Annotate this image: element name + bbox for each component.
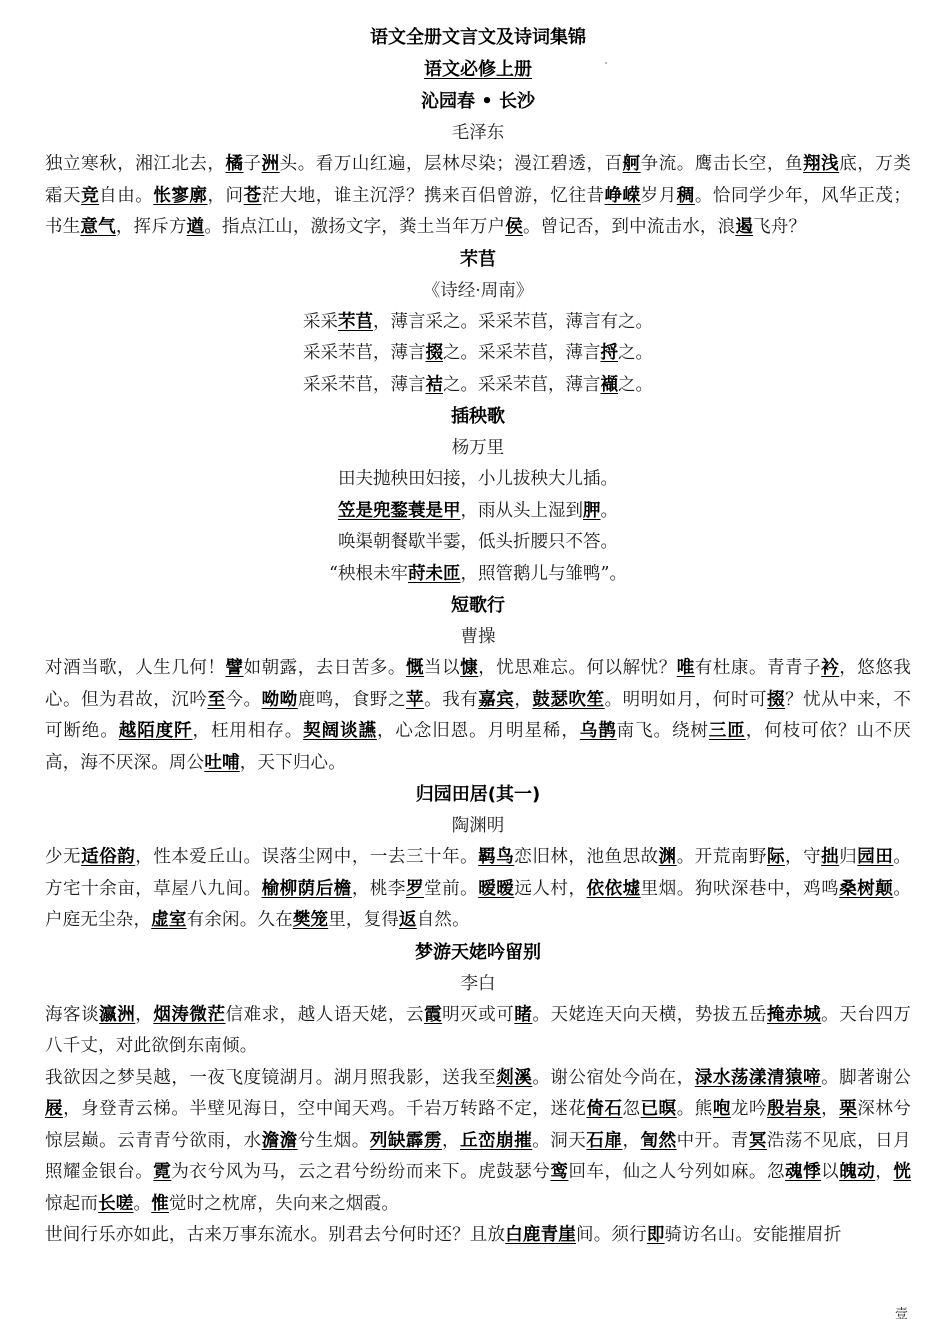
key-term: 笠是兜鍪蓑是甲: [338, 500, 461, 521]
key-term: 剡溪: [496, 1067, 533, 1088]
key-term: 吐哺: [204, 752, 240, 773]
key-term: 霓: [153, 1162, 172, 1182]
key-term: 越陌度阡: [118, 721, 193, 741]
key-term: 至: [207, 689, 226, 710]
key-term: 掩赤城: [767, 1004, 822, 1025]
key-term: 魄动: [839, 1162, 876, 1182]
key-term: 恍: [893, 1162, 912, 1182]
poem-line: 采采芣苢，薄言袺之。采采芣苢，薄言襭之。: [303, 374, 653, 395]
key-term: 渌水荡漾清猿啼: [694, 1067, 822, 1088]
key-term: 桑树颠: [839, 878, 894, 899]
poem-section: [45, 590, 911, 779]
key-term: 慷: [460, 658, 479, 678]
poem-title: 芣苢: [460, 248, 496, 270]
poem-paragraph: 对酒当歌，人生几何！譬如朝露，去日苦多。慨当以慷，忧思难忘。何以解忧？唯有杜康。青青子衿，悠悠我心。但为君故，沉吟至今。呦呦鹿鸣，食野之苹。我有嘉宾，鼓瑟吹笙。明明如月，何时可掇？忧从中来，不可断绝。越陌度阡，枉用相存。契阔谈讌，心念旧恩。月明星稀，乌鹊南飞。绕树三匝，何枝可依？山不厌高，海不厌深。周公吐哺，天下归心。: [45, 658, 912, 773]
poem-list: [45, 86, 911, 1252]
key-term: 峥嵘: [604, 185, 641, 206]
key-term: 嘉宾: [478, 689, 515, 710]
poem-title: 插秧歌: [451, 406, 505, 427]
key-term: 呦呦: [261, 689, 298, 710]
poem-section: [45, 937, 911, 1252]
key-term: 虚室: [151, 910, 187, 930]
key-term: 惟: [151, 1193, 169, 1214]
section-title: 语文必修上册: [424, 59, 532, 80]
poem-author: 《诗经·周南》: [422, 280, 534, 301]
key-term: 拙: [821, 847, 840, 867]
key-term: 烟涛微茫: [153, 1004, 226, 1025]
key-term: 殷岩泉: [767, 1099, 822, 1119]
key-term: 稠: [676, 185, 695, 206]
key-term: 掇: [425, 343, 443, 363]
key-term: 慨: [405, 658, 425, 678]
key-term: 罗: [405, 878, 425, 899]
key-term: 魂悸: [785, 1162, 822, 1182]
key-term: 屐: [45, 1099, 64, 1119]
key-term: 鸾: [550, 1162, 569, 1182]
key-term: 园田: [857, 847, 894, 867]
key-term: 竞: [81, 185, 100, 206]
key-term: 契阔谈讌: [303, 721, 377, 741]
key-term: 即: [646, 1225, 665, 1245]
key-term: 依依墟: [586, 878, 641, 899]
key-term: 咆: [712, 1099, 731, 1119]
key-term: 怅寥廓: [153, 185, 208, 206]
key-term: 唯: [676, 658, 695, 678]
key-term: 暧暧: [478, 878, 515, 899]
poem-line: 田夫抛秧田妇接，小儿拔秧大儿插。: [338, 469, 618, 489]
poem-section: [45, 401, 911, 590]
key-term: 三匝: [708, 721, 746, 741]
poem-title: 梦游天姥吟留别: [415, 941, 541, 963]
poem-author: 毛泽东: [451, 123, 505, 143]
poem-title: 归园田居(其一): [415, 784, 541, 805]
key-term: 胛: [583, 500, 601, 521]
poem-author: 李白: [460, 973, 496, 994]
key-term: 栗: [839, 1099, 858, 1119]
poem-paragraph: 海客谈瀛洲，烟涛微茫信难求，越人语天姥，云霞明灭或可睹。天姥连天向天横，势拔五岳掩赤城。天台四万八千丈，对此欲倒东南倾。: [45, 1004, 912, 1056]
key-term: 白鹿青崖: [505, 1225, 577, 1245]
poem-line: 采采芣苢，薄言掇之。采采芣苢，薄言捋之。: [303, 343, 653, 363]
key-term: 苹: [406, 689, 425, 710]
key-term: 莳未匝: [408, 563, 461, 584]
key-term: 捋: [600, 343, 618, 363]
poem-line: 笠是兜鍪蓑是甲，雨从头上湿到胛。: [338, 500, 618, 521]
key-term: 意气: [80, 217, 116, 237]
poem-title: 沁园春 • 长沙: [420, 91, 536, 112]
key-term: 际: [766, 847, 786, 867]
key-term: 冥: [748, 1130, 767, 1151]
key-term: 睹: [514, 1004, 533, 1025]
poem-paragraph: 我欲因之梦吴越，一夜飞度镜湖月。湖月照我影，送我至剡溪。谢公宿处今尚在，渌水荡漾清猿啼。脚著谢公屐，身登青云梯。半壁见海日，空中闻天鸡。千岩万转路不定，迷花倚石忽已暝。熊咆龙吟殷岩泉，栗深林兮惊层巅。云青青兮欲雨，水澹澹兮生烟。列缺霹雳，丘峦崩摧。洞天石扉，訇然中开。青冥浩荡不见底，日月照耀金银台。霓为衣兮风为马，云之君兮纷纷而来下。虎鼓瑟兮鸾回车，仙之人兮列如麻。忽魂悸以魄动，恍惊起而长嗟。惟觉时之枕席，失向来之烟霞。: [45, 1067, 912, 1214]
key-term: 遒: [186, 217, 205, 237]
key-term: 列缺霹雳: [369, 1130, 443, 1151]
key-term: 霞: [424, 1004, 443, 1025]
key-term: 舸: [622, 154, 641, 174]
key-term: 适俗韵: [81, 847, 136, 867]
key-term: 洲: [261, 154, 280, 174]
poem-line: “秧根未牢莳未匝，照管鹅儿与雏鸭”。: [329, 563, 627, 584]
page-number: 壹: [894, 1307, 908, 1322]
poem-section: [45, 86, 911, 244]
key-term: 鼓瑟吹笙: [532, 689, 605, 710]
key-term: 澹澹: [261, 1130, 298, 1151]
key-term: 榆柳荫后檐: [261, 878, 352, 899]
poem-section: [45, 244, 911, 402]
key-term: 訇然: [640, 1130, 677, 1151]
key-term: 衿: [821, 658, 840, 678]
key-term: 乌鹊: [579, 721, 617, 741]
poem-paragraph: 独立寒秋，湘江北去，橘子洲头。看万山红遍，层林尽染；漫江碧透，百舸争流。鹰击长空，鱼翔浅底，万类霜天竞自由。怅寥廓，问苍茫大地，谁主沉浮？携来百侣曾游，忆往昔峥嵘岁月稠。恰同学少年，风华正茂；书生意气，挥斥方遒。指点江山，激扬文字，粪土当年万户侯。曾记否，到中流击水，浪遏飞舟？: [45, 154, 912, 237]
key-term: 侯: [505, 217, 523, 237]
poem-author: 陶渊明: [451, 816, 505, 836]
key-term: 长嗟: [98, 1193, 134, 1214]
key-term: 遏: [735, 217, 754, 237]
poem-line: 唤渠朝餐歇半霎，低头折腰只不答。: [338, 532, 618, 552]
document-title: 语文全册文言文及诗词集锦: [370, 27, 586, 48]
key-term: 襭: [600, 374, 618, 395]
poem-title: 短歌行: [451, 595, 505, 616]
key-term: 瀛洲: [99, 1004, 136, 1025]
key-term: 樊笼: [292, 910, 329, 930]
key-term: 已暝: [640, 1099, 677, 1119]
key-term: 袺: [425, 374, 443, 395]
document-body: [45, 22, 911, 1252]
key-term: 返: [399, 910, 417, 930]
key-term: 翔浅: [803, 154, 840, 174]
poem-line: 采采芣苢，薄言采之。采采芣苢，薄言有之。: [303, 311, 653, 332]
key-term: 苍: [243, 185, 262, 206]
key-term: 芣苢: [338, 311, 373, 332]
poem-author: 曹操: [460, 627, 496, 647]
poem-paragraph: 少无适俗韵，性本爱丘山。误落尘网中，一去三十年。羁鸟恋旧林，池鱼思故渊。开荒南野际，守拙归园田。方宅十余亩，草屋八九间。榆柳荫后檐，桃李罗堂前。暧暧远人村，依依墟里烟。狗吠深巷中，鸡鸣桑树颠。户庭无尘杂，虚室有余闲。久在樊笼里，复得返自然。: [45, 847, 912, 930]
poem-section: [45, 779, 911, 937]
poem-author: 杨万里: [451, 438, 505, 458]
key-term: 羁鸟: [478, 847, 515, 867]
key-term: 掇: [767, 689, 786, 710]
key-term: 丘峦崩摧: [460, 1130, 533, 1151]
key-term: 石扉: [586, 1130, 623, 1151]
poem-paragraph: 世间行乐亦如此，古来万事东流水。别君去兮何时还？且放白鹿青崖间。须行即骑访名山。安能摧眉折: [45, 1225, 842, 1245]
key-term: 倚石: [586, 1099, 623, 1119]
key-term: 渊: [658, 847, 677, 867]
key-term: 譬: [225, 658, 244, 678]
key-term: 橘: [225, 154, 244, 174]
